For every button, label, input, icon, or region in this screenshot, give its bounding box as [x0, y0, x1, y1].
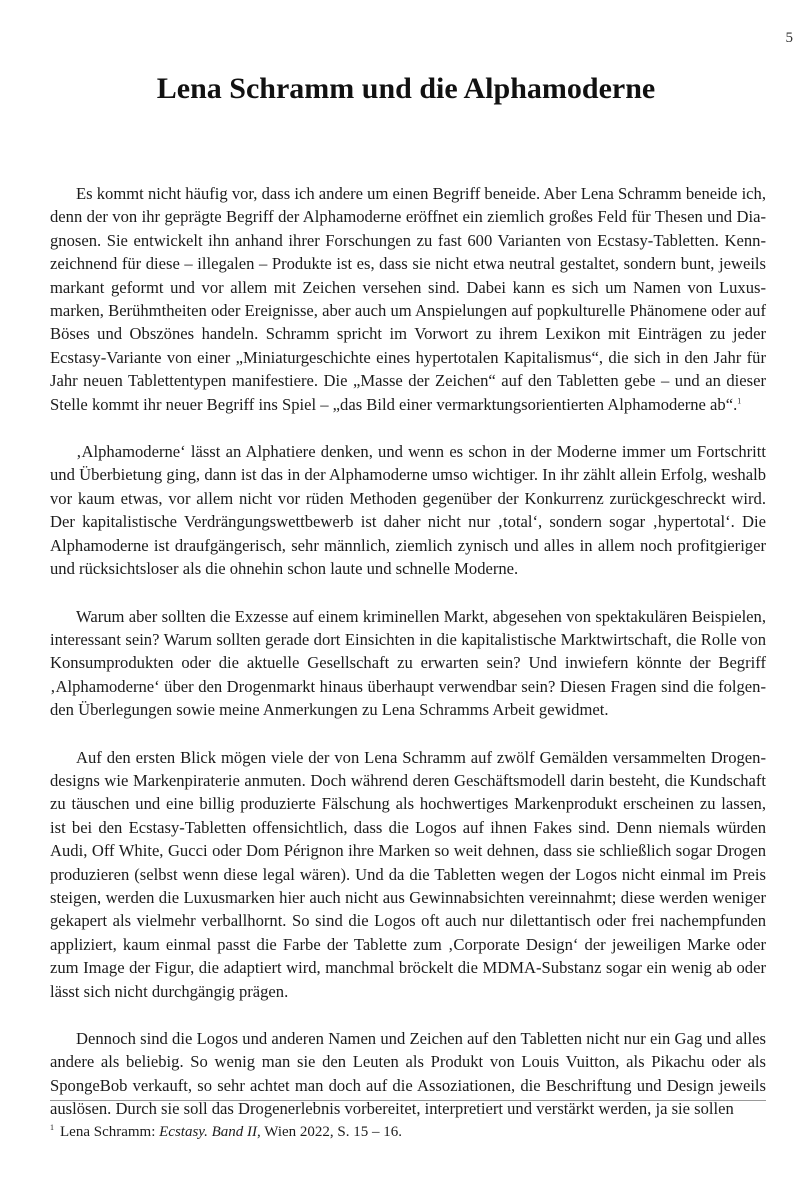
paragraph-3: Warum aber sollten die Exzesse auf einem kriminellen Markt, abgesehen von spektakulären Beispielen, interessant sein? Warum sollten gerade dort Einsichten in die kapitalistische Marktwirtschaft, die Rolle von Konsumprodukten oder die aktuelle Gesellschaft zu erwarten sein? Und inwiefern könnte der Begriff ‚Alphamoderne‘ über den Drogenmarkt hinaus überhaupt verwendbar sein? Diesen Fragen sind die folgenden Überlegungen sowie meine Anmerkungen zu Lena Schramms Arbeit gewidmet.	[50, 606, 766, 720]
footnote-citation: , Wien 2022, S. 15 – 16.	[257, 1124, 403, 1140]
footnote-number: 1	[50, 1123, 54, 1132]
paragraph-1	[50, 182, 766, 416]
paragraph-2: ‚Alphamoderne‘ lässt an Alphatiere denken, und wenn es schon in der Moderne immer um Fortschritt und Überbietung ging, dann ist das in der Alphamoderne umso wichtiger. In ihr zählt allein Erfolg, weshalb vor kaum etwas, vor allem nicht vor rüden Methoden gegenüber der Konkurrenz zurückgeschreckt wird. Der kapitalistische Verdrängungswettbewerb ist daher nicht nur ‚total‘, sondern sogar ‚hypertotal‘. Die Alphamoderne ist draufgängerisch, sehr männlich, ziemlich zynisch und alles in allem noch profitgieriger und rücksichtsloser als die ohnehin schon laute und schnelle Moderne.	[50, 442, 766, 579]
paragraph-1-text: Es kommt nicht häufig vor, dass ich andere um einen Begriff beneide. Aber Lena Schramm beneide ich, denn der von ihr geprägte Begriff der Alphamoderne eröffnet ein ziemlich großes Feld für Thesen und Diagnosen. Sie entwickelt ihn anhand ihrer Forschungen zu fast 600 Varianten von Ecstasy-Tabletten. Kennzeichnend für diese – illegalen – Produkte ist es, dass sie nicht etwa neutral gestaltet, sondern bunt, jeweils markant geformt und vor allem mit Zeichen versehen sind. Dabei kann es sich um Namen von Luxusmarken, Berühmtheiten oder Ereignisse, aber auch um Anspielungen auf popkulturelle Phänomene oder auf Böses und Obszönes handeln. Schramm spricht im Vorwort zu ihrem Lexikon mit Einträgen zu jeder Ecstasy-Variante von einer „Miniaturgeschichte eines hypertotalen Kapitalismus“, die sich in den Jahr für Jahr neuen Tablettentypen manifestiere. Die „Masse der Zeichen“ auf den Tabletten gebe – und an dieser Stelle kommt ihr neuer Begriff ins Spiel – „das Bild einer vermarktungsorientierten Alphamoderne ab“.	[50, 184, 766, 414]
footnote	[50, 1122, 766, 1142]
footnote-author: Lena Schramm:	[60, 1124, 160, 1140]
body-text	[50, 182, 766, 1145]
footnote-reference: 1	[737, 396, 742, 406]
footnote-divider	[50, 1100, 766, 1101]
paragraph-5: Dennoch sind die Logos und anderen Namen und Zeichen auf den Tabletten nicht nur ein Gag und alles andere als beliebig. So wenig man sie den Leuten als Produkt von Louis Vuitton, als Pikachu oder als SpongeBob verkauft, so sehr achtet man doch auf die Assoziationen, die Beschriftung und Design jeweils auslösen. Durch sie soll das Drogenerlebnis vorbereitet, interpretiert und verstärkt werden, ja sie sollen	[50, 1029, 766, 1119]
page-number: 5	[785, 30, 793, 46]
footnote-book-title: Ecstasy. Band II	[159, 1124, 258, 1140]
paragraph-4: Auf den ersten Blick mögen viele der von Lena Schramm auf zwölf Gemälden versammelten Drogendesigns wie Markenpiraterie anmuten. Doch während deren Geschäftsmodell darin besteht, die Kundschaft zu täuschen und eine billig produzierte Fälschung als hochwertiges Markenprodukt erscheinen zu lassen, ist bei den Ecstasy-Tabletten offensichtlich, dass die Logos auf ihnen Fakes sind. Denn niemals würden Audi, Off White, Gucci oder Dom Pérignon ihre Marken so weit dehnen, dass sie schließlich sogar Drogen produzieren (selbst wenn diese legal wären). Und da die Tabletten wegen der Logos nicht einmal im Preis steigen, werden die Luxusmarken hier auch nicht aus Gewinnabsichten vereinnahmt; diese werden weniger gekapert als vielmehr verballhornt. So sind die Logos oft auch nur dilettantisch oder frei nachempfunden appliziert, kaum einmal passt die Farbe der Tablette zum ‚Corporate Design‘ der jeweiligen Marke oder zum Image der Figur, die adaptiert wird, manchmal bröckelt die MDMA-Substanz sogar ein wenig ab oder lässt sich nicht durchgängig prägen.	[50, 747, 766, 1001]
page-title: Lena Schramm und die Alphamoderne	[156, 72, 656, 105]
